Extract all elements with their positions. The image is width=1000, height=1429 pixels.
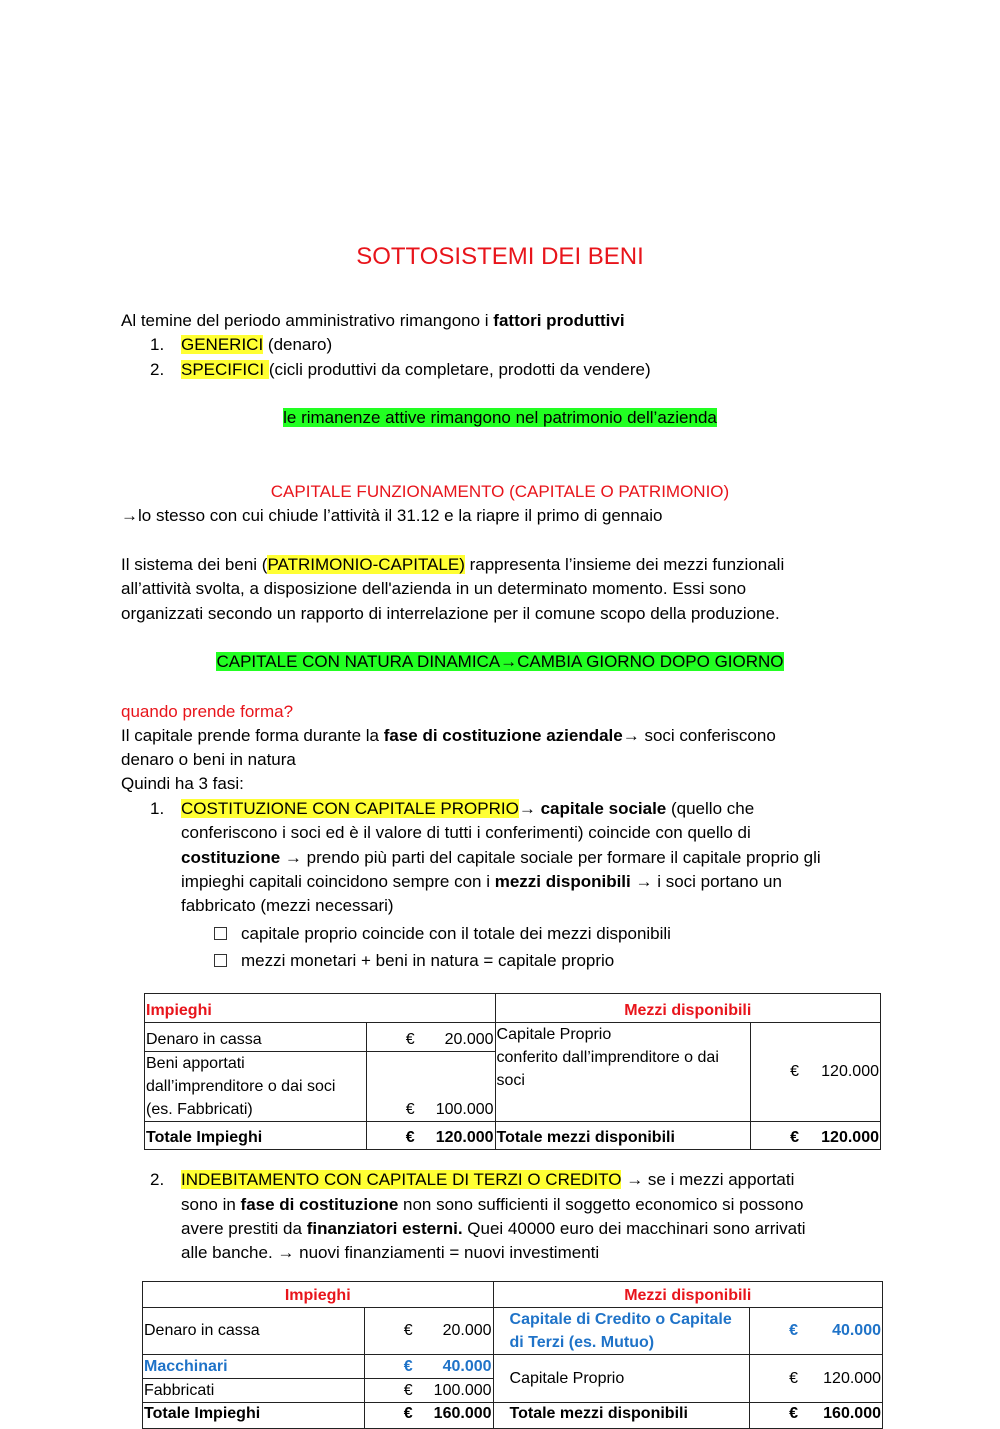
total-value: € 120.000 xyxy=(366,1122,495,1150)
fase2-line: avere prestiti da finanziatori esterni. Quei 40000 euro dei macchinari sono arrivati xyxy=(181,1219,806,1238)
checkbox-icon xyxy=(214,954,227,967)
cell-label: Beni apportati dall’imprenditore o dai soci (es. Fabbricati) xyxy=(145,1052,367,1122)
intro-bold: fattori produttivi xyxy=(493,311,625,330)
total-label: Totale Impieghi xyxy=(143,1403,365,1429)
highlight-text: GENERICI xyxy=(181,335,264,354)
total-label: Totale Impieghi xyxy=(145,1122,367,1150)
paragraph-line: all’attività svolta, a disposizione dell'azienda in un determinato momento. Essi sono xyxy=(121,579,747,598)
fase1-line: COSTITUZIONE CON CAPITALE PROPRIO→ capitale sociale (quello che xyxy=(181,799,755,818)
highlight-text: PATRIMONIO-CAPITALE) xyxy=(267,555,465,574)
fase1-line: impieghi capitali coincidono sempre con i mezzi disponibili → i soci portano un xyxy=(181,872,782,891)
total-label: Totale mezzi disponibili xyxy=(493,1403,750,1429)
paragraph-line: Il capitale prende forma durante la fase di costituzione aziendale→ soci conferiscono xyxy=(121,726,776,745)
cell-value: € 20.000 xyxy=(364,1308,493,1355)
total-value: € 160.000 xyxy=(364,1403,493,1429)
question-heading: quando prende forma? xyxy=(121,702,294,721)
fase2-line: sono in fase di costituzione non sono sufficienti il soggetto economico si possono xyxy=(181,1195,804,1214)
intro-line xyxy=(121,309,625,333)
highlight-text: COSTITUZIONE CON CAPITALE PROPRIO xyxy=(181,799,519,818)
checkbox-item: mezzi monetari + beni in natura = capitale proprio xyxy=(214,949,614,973)
green-note-1: le rimanenze attive rimangono nel patrimonio dell’azienda xyxy=(283,408,717,427)
cell-label: Capitale Proprio xyxy=(493,1355,750,1403)
cell-label: Capitale Proprio conferito dall’imprenditore o dai soci xyxy=(495,1023,751,1122)
balance-table-2 xyxy=(142,1281,883,1429)
section-heading: CAPITALE FUNZIONAMENTO (CAPITALE O PATRIMONIO) xyxy=(270,482,730,501)
cell-value: € 40.000 xyxy=(364,1355,493,1379)
fase1-line: costituzione → prendo più parti del capitale sociale per formare il capitale proprio gli xyxy=(181,848,821,867)
list-item xyxy=(150,358,651,382)
fase2-line: INDEBITAMENTO CON CAPITALE DI TERZI O CREDITO → se i mezzi apportati xyxy=(181,1170,795,1189)
fase1-line: fabbricato (mezzi necessari) xyxy=(181,896,394,915)
green-note-2: CAPITALE CON NATURA DINAMICA→CAMBIA GIORNO DOPO GIORNO xyxy=(216,652,784,671)
cell-value: € 20.000 xyxy=(366,1023,495,1052)
total-value: € 120.000 xyxy=(751,1122,881,1150)
cell-value: € 100.000 xyxy=(364,1379,493,1403)
cell-value: € 100.000 xyxy=(366,1052,495,1122)
paragraph-line: Quindi ha 3 fasi: xyxy=(121,774,244,793)
balance-table-1 xyxy=(144,993,881,1150)
total-label: Totale mezzi disponibili xyxy=(495,1122,751,1150)
paragraph-line: denaro o beni in natura xyxy=(121,750,296,769)
list-item xyxy=(150,1168,164,1192)
page-title: SOTTOSISTEMI DEI BENI xyxy=(356,243,644,270)
header-mezzi: Mezzi disponibili xyxy=(493,1282,882,1308)
checkbox-item: capitale proprio coincide con il totale dei mezzi disponibili xyxy=(214,922,671,946)
list-item xyxy=(150,333,333,357)
header-impieghi: Impieghi xyxy=(143,1282,494,1308)
cell-value: € 120.000 xyxy=(751,1023,881,1122)
cell-label: Macchinari xyxy=(143,1355,365,1379)
cell-label: Fabbricati xyxy=(143,1379,365,1403)
list-item xyxy=(150,797,164,821)
paragraph-line: Il sistema dei beni (PATRIMONIO-CAPITALE) rappresenta l’insieme dei mezzi funzionali xyxy=(121,555,785,574)
paragraph-line: organizzati secondo un rapporto di interrelazione per il comune scopo della produzione. xyxy=(121,604,780,623)
header-impieghi: Impieghi xyxy=(145,994,496,1023)
cell-label: Capitale di Credito o Capitale di Terzi (es. Mutuo) xyxy=(493,1308,750,1355)
list-number: 1. xyxy=(150,335,165,354)
highlight-text: INDEBITAMENTO CON CAPITALE DI TERZI O CREDITO xyxy=(181,1170,622,1189)
cell-label: Denaro in cassa xyxy=(145,1023,367,1052)
list-number: 2. xyxy=(150,1170,165,1189)
cell-value: € 40.000 xyxy=(750,1308,883,1355)
header-mezzi: Mezzi disponibili xyxy=(495,994,880,1023)
highlight-text: SPECIFICI xyxy=(181,360,269,379)
arrow-line: →lo stesso con cui chiude l’attività il 31.12 e la riapre il primo di gennaio xyxy=(121,506,663,525)
list-text: (cicli produttivi da completare, prodotti da vendere) xyxy=(268,360,651,379)
cell-value: € 120.000 xyxy=(750,1355,883,1403)
checkbox-icon xyxy=(214,927,227,940)
fase1-line: conferiscono i soci ed è il valore di tutti i conferimenti) coincide con quello di xyxy=(181,823,751,842)
list-number: 1. xyxy=(150,799,165,818)
cell-label: Denaro in cassa xyxy=(143,1308,365,1355)
list-number: 2. xyxy=(150,360,165,379)
intro-text: Al temine del periodo amministrativo rimangono i xyxy=(121,311,494,330)
fase2-line: alle banche. → nuovi finanziamenti = nuovi investimenti xyxy=(181,1243,600,1262)
total-value: € 160.000 xyxy=(750,1403,883,1429)
list-text: (denaro) xyxy=(263,335,333,354)
